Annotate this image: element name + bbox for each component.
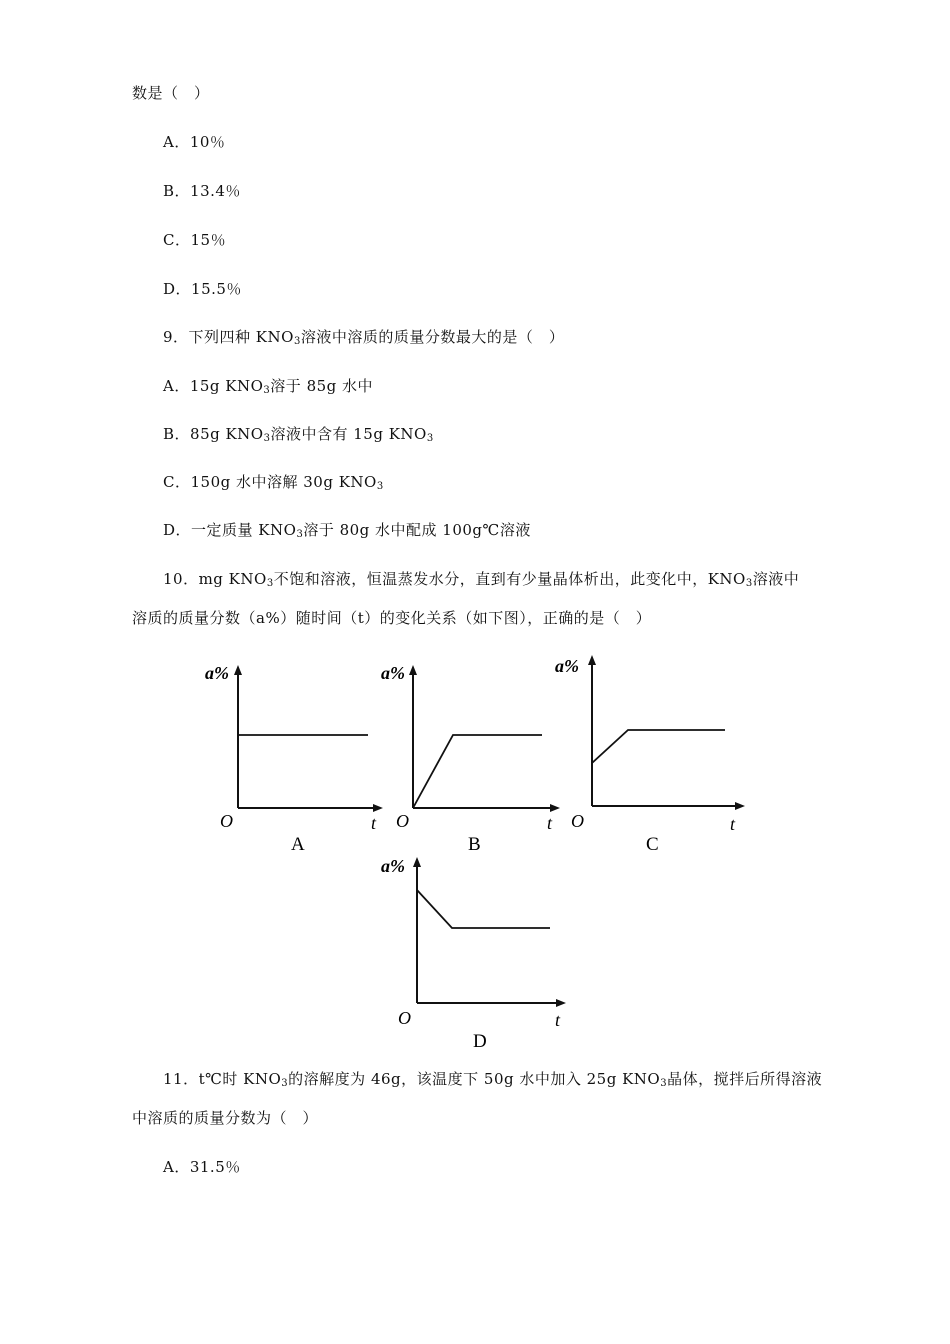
graph-d-origin-label: O [398,1008,411,1028]
graph-c-origin-label: O [571,811,584,831]
graph-c-y-axis-label: a% [555,656,579,676]
graph-a [195,655,385,860]
graph-d [375,848,575,1053]
q9-option-a: A．15g $KNO_3$溶于 85g 水中 [163,377,374,396]
q9-option-b: B．85g $KNO_3$溶液中含有 15g $KNO_3$ [163,425,434,444]
graph-a-origin-label: O [220,811,233,831]
graph-d-curve [417,890,550,928]
q10-stem-line2: 溶质的质量分数（a%）随时间（t）的变化关系（如下图），正确的是（ ） [132,609,652,627]
q8-stem-tail: 数是（ ） [132,84,210,102]
graph-b-origin-label: O [396,811,409,831]
graph-b-x-axis-label: t [547,813,553,833]
graph-d-x-axis-label: t [555,1010,561,1030]
graph-b-label: B [468,834,481,855]
graph-d-y-axis-label: a% [381,856,405,876]
graph-b-y-axis-label: a% [381,663,405,683]
q11-stem-line2: 中溶质的质量分数为（ ） [132,1109,319,1127]
graph-c-label: C [646,834,659,855]
q8-option-c: C．15％ [163,231,227,249]
q11-stem-line1: 11．t℃时 $KNO_3$的溶解度为 46g，该温度下 50g 水中加入 25g $KNO_3$晶体，搅拌后所得溶液 [163,1070,823,1089]
q8-option-a: A．10％ [163,133,226,151]
graph-a-label: A [291,834,305,855]
graph-c [555,650,745,860]
graph-b-curve [413,735,542,808]
q9-stem: 9．下列四种 $KNO_3$溶液中溶质的质量分数最大的是（ ） [163,328,565,347]
graph-c-x-axis-label: t [730,814,736,834]
q11-option-a: A．31.5％ [163,1158,241,1176]
graph-a-y-axis-label: a% [205,663,229,683]
q10-stem-line1: 10．mg $KNO_3$不饱和溶液，恒温蒸发水分，直到有少量晶体析出，此变化中，$KNO_3$溶液中 [163,570,800,589]
graph-a-x-axis-label: t [371,813,377,833]
graph-b [375,655,565,860]
graph-d-label: D [473,1031,487,1052]
q8-option-d: D．15.5％ [163,280,242,298]
graph-c-curve [592,730,725,763]
q9-option-d: D．一定质量 $KNO_3$溶于 80g 水中配成 100g℃溶液 [163,521,531,540]
q9-option-c: C．150g 水中溶解 30g $KNO_3$ [163,473,384,492]
q8-option-b: B．13.4％ [163,182,241,200]
